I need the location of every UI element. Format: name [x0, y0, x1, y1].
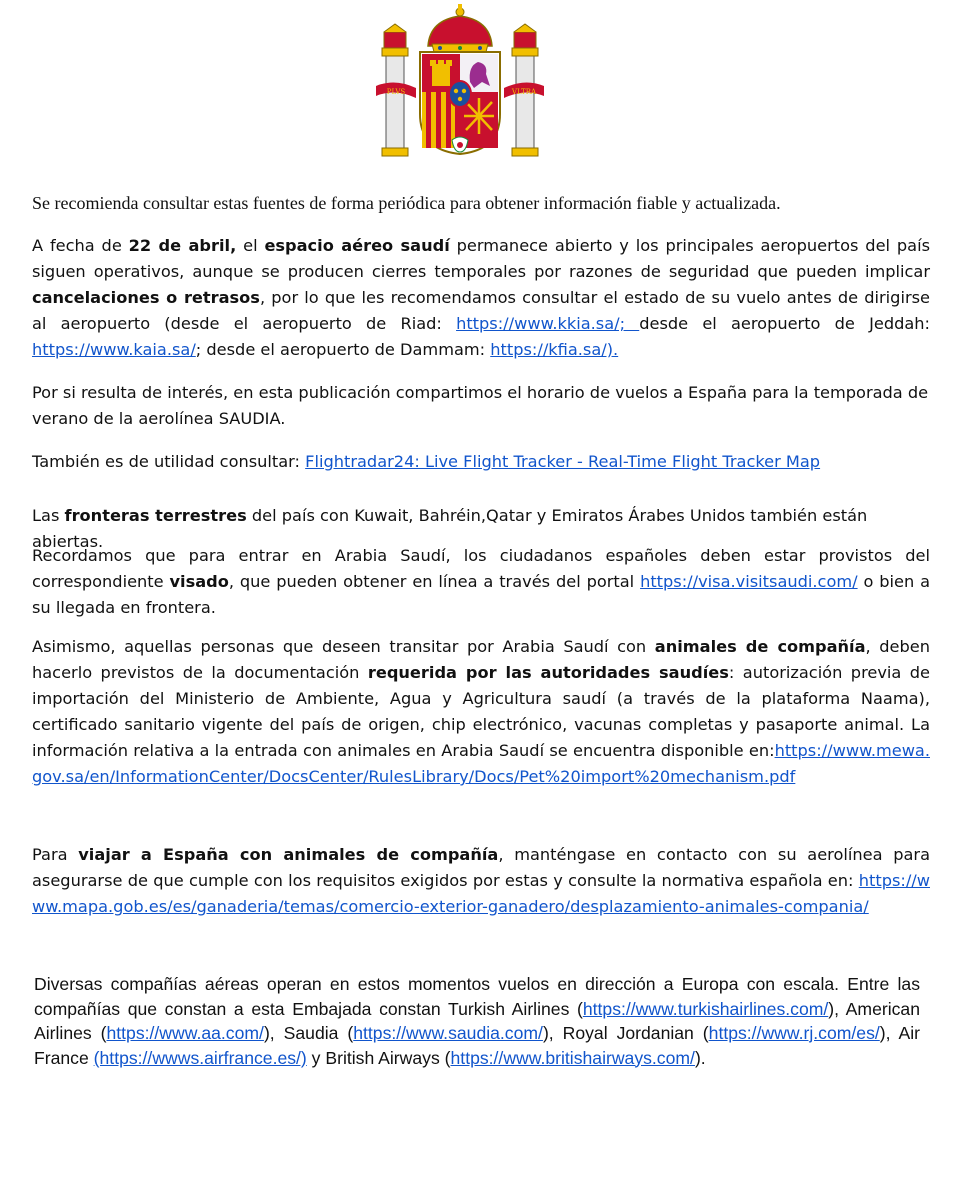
crown-icon [428, 4, 492, 52]
link-visitsaudi[interactable]: https://visa.visitsaudi.com/ [640, 572, 858, 591]
paragraph-land-borders: Las fronteras terrestres del país con Kuwait, Bahréin,Qatar y Emiratos Árabes Unidos también están abiertas. [32, 506, 868, 551]
shield-icon [420, 52, 500, 154]
link-rj[interactable]: https://www.rj.com/es/ [708, 1023, 880, 1043]
link-saudia[interactable]: https://www.saudia.com/ [353, 1023, 543, 1043]
paragraph-airlines: Diversas compañías aéreas operan en estos momentos vuelos en dirección a Europa con escala. Entre las compañías que constan a esta Embajada constan Turkish Airlines (https://www.turkishairlines.com/), American Airlines (https://www.aa.com/), Saudia (https://www.saudia.com/), Royal Jordanian (https://www.rj.com/es/), Air France (https://wwws.airfrance.es/) y British Airways (https://www.britishairways.com/). [34, 974, 920, 1068]
link-mapa[interactable]: https://www.mapa.gob.es/es/ganaderia/temas/comercio-exterior-ganadero/desplazamiento-animales-compania/ [32, 871, 930, 916]
paragraph-saudia-schedule: Por si resulta de interés, en esta publicación compartimos el horario de vuelos a España para la temporada de verano de la aerolínea SAUDIA. [32, 383, 929, 428]
link-aa[interactable]: https://www.aa.com/ [106, 1023, 264, 1043]
link-kkia[interactable]: https://www.kkia.sa/; [456, 314, 640, 333]
paragraph-intro: Se recomienda consultar estas fuentes de forma periódica para obtener información fiable y actualizada. [32, 193, 781, 213]
paragraph-visa: Recordamos que para entrar en Arabia Saudí, los ciudadanos españoles deben estar provistos del correspondiente visado, que pueden obtener en línea a través del portal https://visa.visitsaudi.com/ o bien a su llegada en frontera. [32, 546, 931, 617]
motto-right: VLTRA [511, 88, 537, 96]
paragraph-airspace: A fecha de 22 de abril, el espacio aéreo saudí permanece abierto y los principales aeropuertos del país siguen operativos, aunque se producen cierres temporales por razones de seguridad que pueden implicar cancelaciones o retrasos, por lo que les recomendamos consultar el estado de su vuelo antes de dirigirse al aeropuerto (desde el aeropuerto de Riad: https://www.kkia.sa/; desde el aeropuerto de Jeddah: https://www.kaia.sa/; desde el aeropuerto de Dammam: https://kfia.sa/). [32, 236, 931, 359]
link-britishairways[interactable]: https://www.britishairways.com/ [450, 1047, 695, 1068]
link-airfrance[interactable]: (https://wwws.airfrance.es/) [93, 1047, 307, 1068]
link-turkishairlines[interactable]: https://www.turkishairlines.com/ [582, 998, 829, 1019]
motto-left: PLVS [386, 88, 406, 96]
link-kaia[interactable]: https://www.kaia.sa/ [32, 340, 196, 359]
paragraph-pets-spain: Para viajar a España con animales de compañía, manténgase en contacto con su aerolínea para asegurarse de que cumple con los requisitos exigidos por estas y consulte la normativa española en: https://www.mapa.gob.es/es/ganaderia/temas/comercio-exterior-ganadero/desplazamiento-animales-compania/ [32, 845, 930, 916]
paragraph-pets-transit: Asimismo, aquellas personas que deseen transitar por Arabia Saudí con animales de compañía, deben hacerlo previstos de la documentación requerida por las autoridades saudíes: autorización previa de importación del Ministerio de Ambiente, Agua y Agricultura saudí (a través de la plataforma Naama), certificado sanitario vigente del país de origen, chip electrónico, vacunas completas y pasaporte animal. La información relativa a la entrada con animales en Arabia Saudí se encuentra disponible en:https://www.mewa.gov.sa/en/InformationCenter/DocsCenter/RulesLibrary/Docs/Pet%20import%20mechanism.pdf [32, 637, 931, 786]
link-flightradar24[interactable]: Flightradar24: Live Flight Tracker - Real-Time Flight Tracker Map [305, 452, 821, 471]
link-kfia[interactable]: https://kfia.sa/). [490, 340, 619, 359]
paragraph-flightradar: También es de utilidad consultar: Flightradar24: Live Flight Tracker - Real-Time Flight Tracker Map [32, 452, 821, 471]
link-mewa[interactable]: https://www.mewa.gov.sa/en/InformationCenter/DocsCenter/RulesLibrary/Docs/Pet%20import%20mechanism.pdf [32, 741, 930, 786]
coat-of-arms-logo [370, 2, 550, 158]
